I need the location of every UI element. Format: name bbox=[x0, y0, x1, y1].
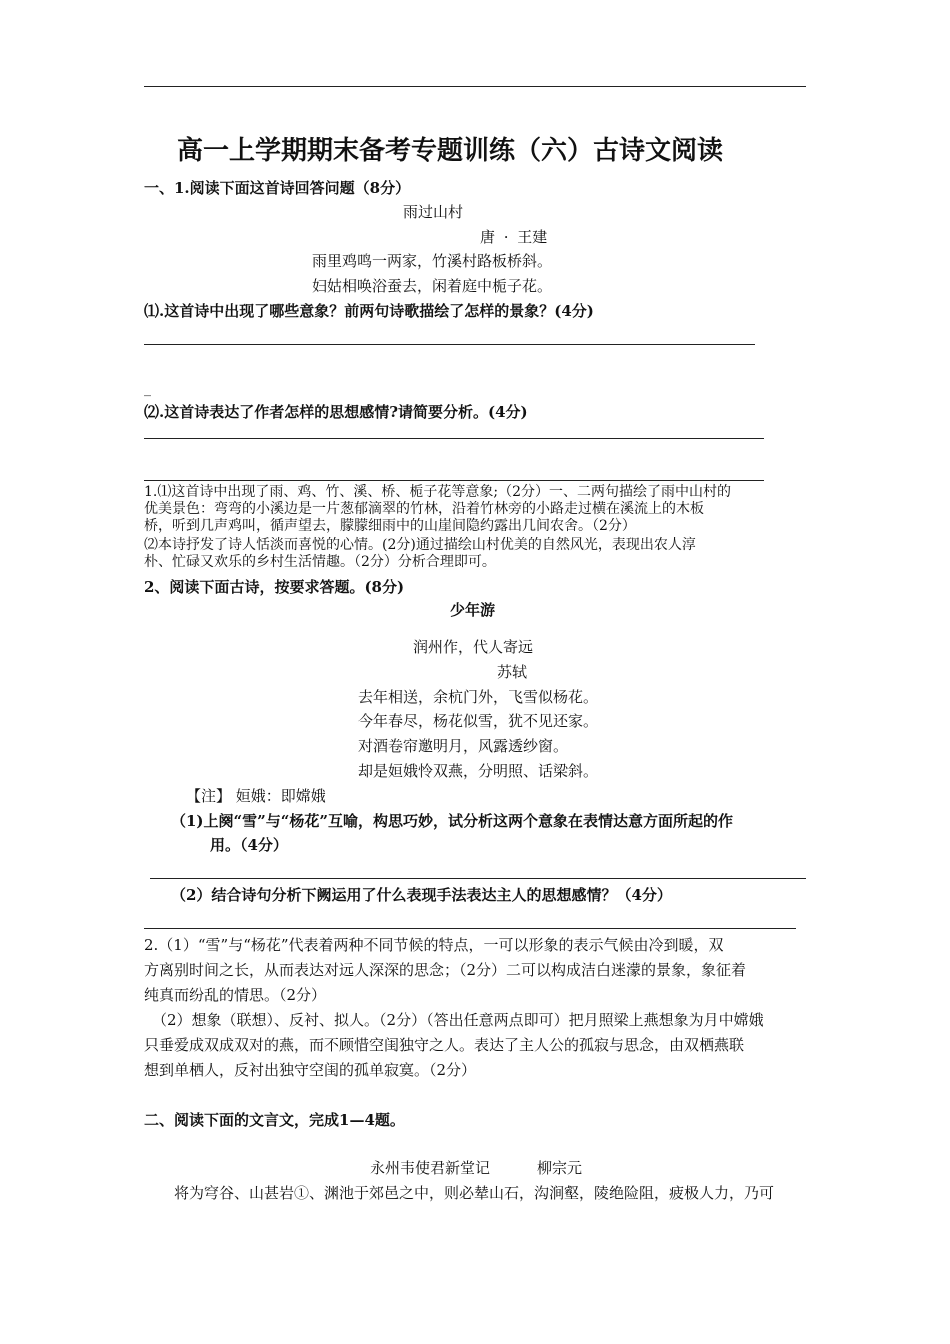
page-title: 高一上学期期末备考专题训练（六）古诗文阅读 bbox=[176, 136, 723, 166]
poem-2-author: 苏轼 bbox=[497, 663, 528, 681]
section-2-heading: 2、阅读下面古诗，按要求答题。(8分) bbox=[144, 578, 405, 596]
prose-title: 永州韦使君新堂记 bbox=[370, 1159, 491, 1177]
poem-2-note: 【注】 姮娥：即嫦娥 bbox=[186, 787, 326, 805]
prose-author: 柳宗元 bbox=[537, 1159, 583, 1177]
prose-line: 将为穹谷、山甚岩①、渊池于郊邑之中，则必辇山石，沟涧壑，陵绝险阻，疲极人力，乃可 bbox=[174, 1184, 775, 1202]
question-2-1: （1)上阕“雪”与“杨花”互喻，构思巧妙，试分析这两个意象在表情达意方面所起的作 bbox=[171, 812, 734, 830]
section-3-heading: 二、阅读下面的文言文，完成1—4题。 bbox=[144, 1111, 405, 1129]
answer-line bbox=[150, 878, 806, 879]
poem-1-line: 妇姑相唤浴蚕去，闲着庭中栀子花。 bbox=[312, 277, 553, 295]
answer-line bbox=[144, 344, 755, 345]
question-1-2: ⑵.这首诗表达了作者怎样的思想感情?请简要分析。(4分) bbox=[144, 403, 528, 421]
poem-2-line: 去年相送，余杭门外，飞雪似杨花。 bbox=[358, 688, 599, 706]
poem-1-author: 唐 · 王建 bbox=[480, 228, 548, 246]
answer-2-line: 方离别时间之长，从而表达对远人深深的思念；（2分）二可以构成洁白迷濛的景象，象征着 bbox=[144, 961, 747, 979]
question-2-1-cont: 用。（4分） bbox=[210, 836, 288, 854]
poem-2-line: 今年春尽，杨花似雪，犹不见还家。 bbox=[358, 712, 599, 730]
question-1-1: ⑴.这首诗中出现了哪些意象？前两句诗歌描绘了怎样的景象？(4分) bbox=[144, 302, 594, 320]
poem-2-title: 少年游 bbox=[450, 601, 496, 619]
answer-1-line: ⑵本诗抒发了诗人恬淡而喜悦的心情。(2分)通过描绘山村优美的自然风光，表现出农人淳 bbox=[144, 537, 696, 553]
poem-1-title: 雨过山村 bbox=[403, 203, 464, 221]
poem-2-line: 对酒卷帘邀明月，风露透纱窗。 bbox=[358, 737, 569, 755]
question-2-2: （2）结合诗句分析下阙运用了什么表现手法表达主人的思想感情？（4分） bbox=[171, 886, 672, 904]
answer-1-line: 优美景色：弯弯的小溪边是一片葱郁滴翠的竹林，沿着竹林旁的小路走过横在溪流上的木板 bbox=[144, 501, 704, 517]
header-rule bbox=[144, 86, 806, 87]
answer-1-line: 1.⑴这首诗中出现了雨、鸡、竹、溪、桥、栀子花等意象;（2分）一、二两句描绘了雨中山村的 bbox=[144, 484, 731, 500]
answer-line bbox=[144, 438, 764, 439]
answer-2-line: 2.（1）“雪”与“杨花”代表着两种不同节候的特点，一可以形象的表示气候由冷到暖，双 bbox=[144, 936, 724, 954]
answer-1-line: 桥，听到几声鸡叫，循声望去，朦朦细雨中的山崖间隐约露出几间农舍。（2分） bbox=[144, 518, 636, 534]
answer-1-line: 朴、忙碌又欢乐的乡村生活情趣。（2分）分析合理即可。 bbox=[144, 554, 496, 570]
poem-2-line: 却是姮娥怜双燕，分明照、话梁斜。 bbox=[358, 762, 599, 780]
answer-line bbox=[144, 480, 764, 481]
poem-2-subtitle: 润州作，代人寄远 bbox=[413, 638, 534, 656]
stray-mark: _ bbox=[144, 381, 151, 397]
answer-2-line: 只垂爱成双成双对的燕，而不顾惜空闺独守之人。表达了主人公的孤寂与思念，由双栖燕联 bbox=[144, 1036, 745, 1054]
answer-line bbox=[144, 928, 796, 929]
answer-2-line: 纯真而纷乱的情思。（2分） bbox=[144, 986, 327, 1004]
section-1-heading: 一、1.阅读下面这首诗回答问题（8分） bbox=[144, 179, 411, 197]
answer-2-line: 想到单栖人，反衬出独守空闺的孤单寂寞。（2分） bbox=[144, 1061, 477, 1079]
answer-2-line: （2）想象（联想）、反衬、拟人。（2分）（答出任意两点即可）把月照梁上燕想象为月中嫦娥 bbox=[152, 1011, 764, 1029]
poem-1-line: 雨里鸡鸣一两家，竹溪村路板桥斜。 bbox=[312, 252, 553, 270]
